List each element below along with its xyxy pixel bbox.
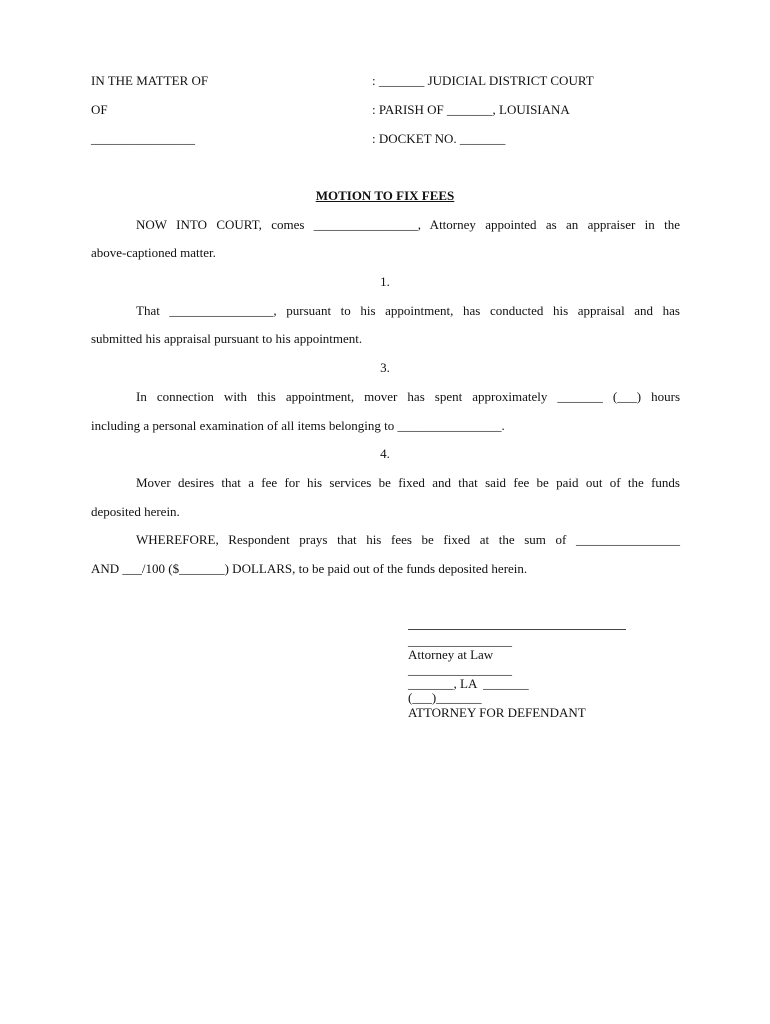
paragraph-3-line-1: In connection with this appointment, mover has spent approximately _______ (___) hours bbox=[136, 389, 680, 404]
paragraph-4-line-2: deposited herein. bbox=[91, 504, 180, 519]
paragraph-2-line-2: submitted his appraisal pursuant to his appointment. bbox=[91, 331, 363, 346]
caption-court-line: : _______ JUDICIAL DISTRICT COURT bbox=[372, 73, 594, 88]
paragraph-5-line-1: WHEREFORE, Respondent prays that his fees be fixed at the sum of ________________ bbox=[136, 532, 680, 547]
paragraph-number-4: 4. bbox=[380, 446, 390, 461]
signature-city-line: _______, LA _______ bbox=[408, 676, 529, 691]
signature-phone-line: (___)_______ bbox=[408, 690, 482, 705]
signature-line bbox=[408, 629, 626, 630]
caption-left-line-2: OF bbox=[91, 102, 108, 117]
signature-role: ATTORNEY FOR DEFENDANT bbox=[408, 705, 586, 720]
caption-left-line-1: IN THE MATTER OF bbox=[91, 73, 209, 88]
caption-left-line-3: ________________ bbox=[91, 131, 195, 146]
paragraph-5-line-2: AND ___/100 ($_______) DOLLARS, to be paid out of the funds deposited herein. bbox=[91, 561, 528, 576]
paragraph-4-line-1: Mover desires that a fee for his services be fixed and that said fee be paid out of the funds bbox=[136, 475, 680, 490]
caption-docket-line: : DOCKET NO. _______ bbox=[372, 131, 506, 146]
paragraph-1-line-1: NOW INTO COURT, comes ________________, Attorney appointed as an appraiser in the bbox=[136, 217, 680, 232]
paragraph-number-3: 3. bbox=[380, 360, 390, 375]
signature-name-blank: ________________ bbox=[408, 633, 512, 648]
document-title: MOTION TO FIX FEES bbox=[315, 188, 455, 203]
paragraph-number-1: 1. bbox=[380, 274, 390, 289]
paragraph-3-line-2: including a personal examination of all items belonging to ________________. bbox=[91, 418, 505, 433]
caption-parish-line: : PARISH OF _______, LOUISIANA bbox=[372, 102, 570, 117]
paragraph-2-line-1: That ________________, pursuant to his appointment, has conducted his appraisal and has bbox=[136, 303, 680, 318]
signature-address-blank: ________________ bbox=[408, 662, 512, 677]
signature-title: Attorney at Law bbox=[408, 647, 494, 662]
paragraph-1-line-2: above-captioned matter. bbox=[91, 245, 216, 260]
